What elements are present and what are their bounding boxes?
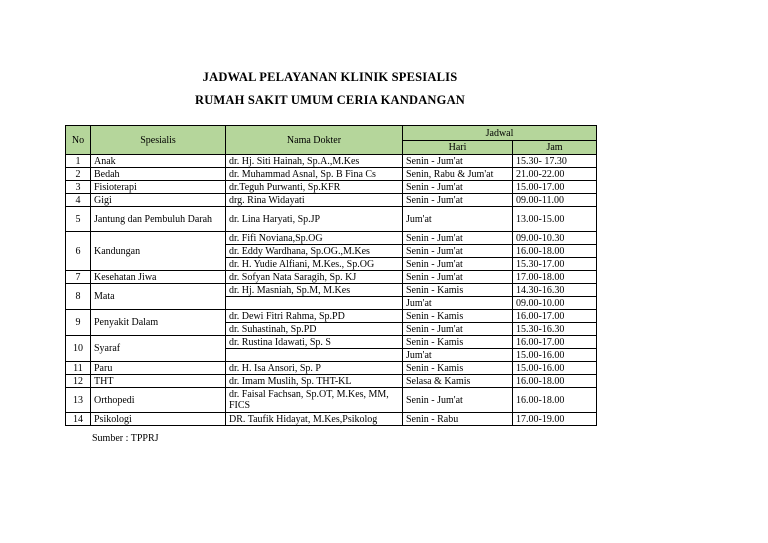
row-jam: 13.00-15.00	[513, 207, 597, 232]
header-spesialis: Spesialis	[91, 126, 226, 155]
row-spesialis: Syaraf	[91, 336, 226, 362]
row-hari: Senin - Jum'at	[403, 194, 513, 207]
page-title: JADWAL PELAYANAN KLINIK SPESIALIS	[202, 70, 458, 84]
row-hari: Senin - Jum'at	[403, 155, 513, 168]
row-dokter: dr. Dewi Fitri Rahma, Sp.PD	[226, 310, 403, 323]
row-spesialis: Psikologi	[91, 413, 226, 426]
row-jam: 15.30-17.00	[513, 258, 597, 271]
page-subtitle: RUMAH SAKIT UMUM CERIA KANDANGAN	[194, 93, 466, 107]
row-hari: Senin - Kamis	[403, 284, 513, 297]
table-row	[66, 271, 597, 284]
row-no: 12	[66, 375, 91, 388]
row-dokter: dr. Imam Muslih, Sp. THT-KL	[226, 375, 403, 388]
row-jam: 15.30-16.30	[513, 323, 597, 336]
row-hari: Senin - Kamis	[403, 336, 513, 349]
row-no: 10	[66, 336, 91, 362]
row-dokter: dr. Rustina Idawati, Sp. S	[226, 336, 403, 349]
row-dokter-empty	[226, 297, 403, 310]
row-dokter: DR. Taufik Hidayat, M.Kes,Psikolog	[226, 413, 403, 426]
row-jam: 09.00-10.30	[513, 232, 597, 245]
row-dokter: dr. Lina Haryati, Sp.JP	[226, 207, 403, 232]
table-row	[66, 388, 597, 413]
row-spesialis: Paru	[91, 362, 226, 375]
row-jam: 15.00-17.00	[513, 181, 597, 194]
schedule-table	[65, 125, 597, 426]
row-spesialis: Kandungan	[91, 232, 226, 271]
row-dokter-empty	[226, 349, 403, 362]
row-hari: Senin - Jum'at	[403, 323, 513, 336]
row-dokter: dr. Fifi Noviana,Sp.OG	[226, 232, 403, 245]
row-jam: 16.00-18.00	[513, 375, 597, 388]
table-row	[66, 168, 597, 181]
row-dokter: dr. Sofyan Nata Saragih, Sp. KJ	[226, 271, 403, 284]
row-no: 8	[66, 284, 91, 310]
row-spesialis: Orthopedi	[91, 388, 226, 413]
row-jam: 16.00-18.00	[513, 245, 597, 258]
row-jam: 14.30-16.30	[513, 284, 597, 297]
row-spesialis: Jantung dan Pembuluh Darah	[91, 207, 226, 232]
row-spesialis: THT	[91, 375, 226, 388]
row-no: 14	[66, 413, 91, 426]
row-jam: 21.00-22.00	[513, 168, 597, 181]
row-jam: 16.00-17.00	[513, 310, 597, 323]
header-jadwal: Jadwal	[403, 126, 597, 141]
row-jam: 17.00-19.00	[513, 413, 597, 426]
table-row	[66, 310, 597, 323]
row-dokter: dr. H. Isa Ansori, Sp. P	[226, 362, 403, 375]
header-jam: Jam	[513, 141, 597, 155]
row-jam: 09.00-10.00	[513, 297, 597, 310]
table-row	[66, 207, 597, 232]
row-spesialis: Anak	[91, 155, 226, 168]
row-spesialis: Kesehatan Jiwa	[91, 271, 226, 284]
table-row	[66, 375, 597, 388]
row-dokter: dr. Faisal Fachsan, Sp.OT, M.Kes, MM, FICS	[226, 388, 403, 413]
row-dokter: drg. Rina Widayati	[226, 194, 403, 207]
table-row	[66, 284, 597, 297]
row-jam: 16.00-17.00	[513, 336, 597, 349]
row-hari: Senin - Jum'at	[403, 245, 513, 258]
row-spesialis: Fisioterapi	[91, 181, 226, 194]
table-row	[66, 194, 597, 207]
row-hari: Senin - Jum'at	[403, 258, 513, 271]
row-hari: Senin - Kamis	[403, 310, 513, 323]
row-jam: 15.00-16.00	[513, 349, 597, 362]
row-no: 3	[66, 181, 91, 194]
row-spesialis: Bedah	[91, 168, 226, 181]
table-row	[66, 232, 597, 245]
row-no: 9	[66, 310, 91, 336]
row-hari: Senin, Rabu & Jum'at	[403, 168, 513, 181]
row-no: 1	[66, 155, 91, 168]
row-jam: 17.00-18.00	[513, 271, 597, 284]
row-jam: 09.00-11.00	[513, 194, 597, 207]
table-row	[66, 336, 597, 349]
table-row	[66, 413, 597, 426]
row-no: 5	[66, 207, 91, 232]
row-jam: 15.00-16.00	[513, 362, 597, 375]
row-dokter: dr.Teguh Purwanti, Sp.KFR	[226, 181, 403, 194]
row-dokter: dr. Eddy Wardhana, Sp.OG.,M.Kes	[226, 245, 403, 258]
row-dokter: dr. Suhastinah, Sp.PD	[226, 323, 403, 336]
row-hari: Senin - Jum'at	[403, 181, 513, 194]
table-row	[66, 362, 597, 375]
row-spesialis: Gigi	[91, 194, 226, 207]
row-hari: Jum'at	[403, 297, 513, 310]
row-hari: Senin - Jum'at	[403, 271, 513, 284]
row-dokter: dr. Muhammad Asnal, Sp. B Fina Cs	[226, 168, 403, 181]
row-hari: Senin - Kamis	[403, 362, 513, 375]
row-dokter: dr. Hj. Masniah, Sp.M, M.Kes	[226, 284, 403, 297]
row-no: 7	[66, 271, 91, 284]
header-nama-dokter: Nama Dokter	[226, 126, 403, 155]
header-hari: Hari	[403, 141, 513, 155]
row-hari: Jum'at	[403, 349, 513, 362]
row-spesialis: Penyakit Dalam	[91, 310, 226, 336]
row-no: 13	[66, 388, 91, 413]
row-spesialis: Mata	[91, 284, 226, 310]
row-hari: Senin - Jum'at	[403, 388, 513, 413]
row-dokter: dr. H. Yudie Alfiani, M.Kes., Sp.OG	[226, 258, 403, 271]
row-no: 4	[66, 194, 91, 207]
row-dokter: dr. Hj. Siti Hainah, Sp.A.,M.Kes	[226, 155, 403, 168]
header-no: No	[66, 126, 91, 155]
table-row	[66, 181, 597, 194]
row-no: 2	[66, 168, 91, 181]
row-jam: 15.30- 17.30	[513, 155, 597, 168]
row-jam: 16.00-18.00	[513, 388, 597, 413]
row-hari: Selasa & Kamis	[403, 375, 513, 388]
row-no: 11	[66, 362, 91, 375]
row-no: 6	[66, 232, 91, 271]
table-row	[66, 155, 597, 168]
row-hari: Senin - Jum'at	[403, 232, 513, 245]
row-hari: Jum'at	[403, 207, 513, 232]
row-hari: Senin - Rabu	[403, 413, 513, 426]
source-note: Sumber : TPPRJ	[92, 433, 159, 444]
